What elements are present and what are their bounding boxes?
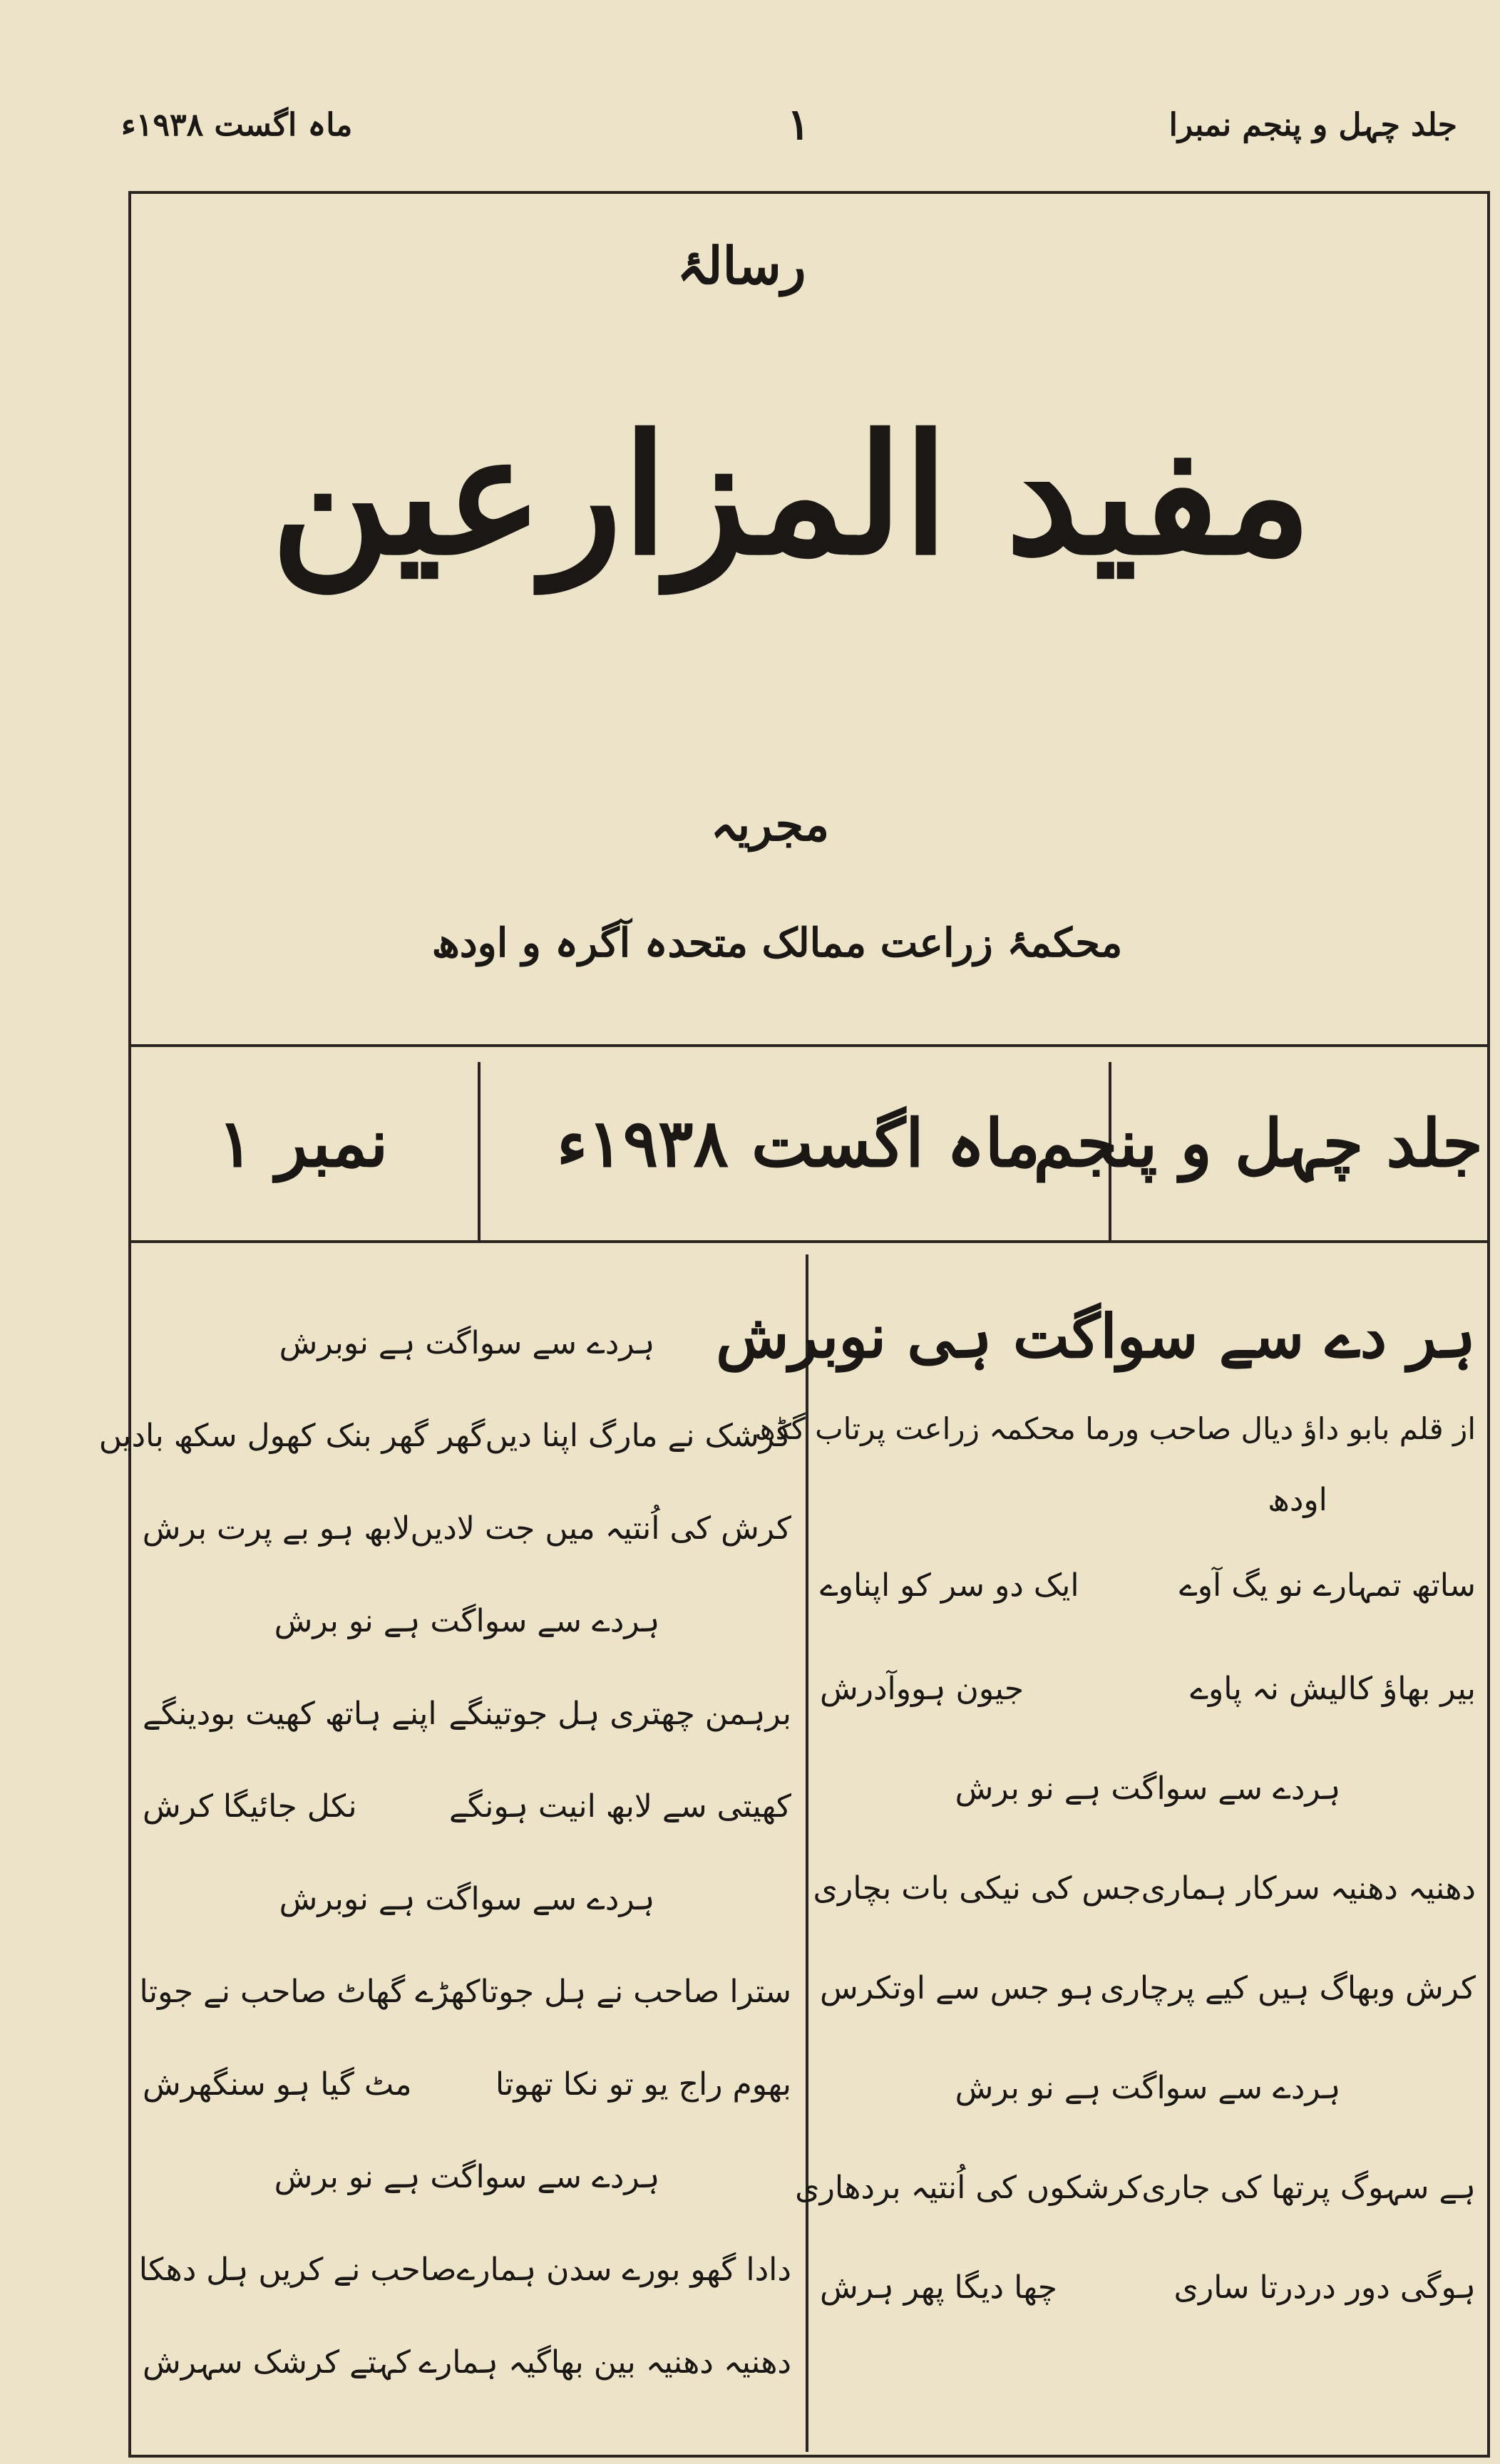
verse-line — [143, 1668, 791, 1761]
verse-hemistich: دادا گھو بورے سدن ہمارے — [456, 2252, 791, 2288]
verse-hemistich: ہے سہوگ پرتھا کی جاری — [1141, 2170, 1476, 2206]
issue-bar-bottom-rule — [128, 1240, 1490, 1243]
verse-line — [143, 1483, 791, 1575]
verse-hemistich: کرش کی اُنتیہ میں جت لادیں — [410, 1510, 791, 1547]
poem-heading: ہر دے سے سواگت ہی نوبرش — [716, 1301, 1476, 1371]
verse-refrain: ہردے سے سواگت ہے نو برش — [955, 1770, 1341, 1807]
verse-hemistich: جس کی نیکی بات بچاری — [813, 1870, 1141, 1907]
left-column — [98, 1297, 791, 2409]
verse-refrain: ہردے سے سواگت ہے نوبرش — [279, 1325, 655, 1361]
verse-refrain: ہردے سے سواگت ہے نو برش — [274, 1603, 660, 1639]
masthead-sub: مجریہ — [710, 798, 830, 852]
verse-hemistich: سترا صاحب نے ہل جوتا — [480, 1974, 791, 2010]
verse-hemistich: نکل جائیگا کرش — [143, 1788, 357, 1825]
right-column — [716, 1283, 1476, 2338]
verse-hemistich: مٹ گیا ہو سنگھرش — [143, 2066, 412, 2103]
masthead-publisher: محکمۂ زراعت ممالک متحدہ آگرہ و اودھ — [431, 919, 1123, 966]
running-header-volume: جلد چہل و پنجم نمبرا — [1168, 107, 1457, 143]
verse-hemistich: ہوگی دور دردرتا ساری — [1173, 2269, 1476, 2306]
poem-byline: از قلم بابو داؤ دیال صاحب ورما محکمہ زراعت پرتاب گڈھ — [754, 1411, 1476, 1446]
running-header-page-number: ۱ — [786, 100, 811, 150]
verse-hemistich: کھیتی سے لابھ انیت ہونگے — [449, 1788, 791, 1825]
verse-refrain: ہردے سے سواگت ہے نوبرش — [279, 1881, 655, 1917]
masthead-kicker: رسالۂ — [677, 235, 806, 296]
verse-line — [139, 1946, 791, 2038]
masthead-title: مفید المزارعین — [270, 399, 1312, 592]
verse-hemistich: چھا دیگا پھر ہرش — [820, 2269, 1057, 2306]
verse-hemistich: برہمن چھتری ہل جوتینگے — [448, 1696, 791, 1732]
verse-hemistich: کرشکوں کی اُنتیہ بردھاری — [795, 2170, 1142, 2206]
verse-refrain: ہردے سے سواگت ہے نو برش — [274, 2159, 660, 2195]
verse-line — [820, 1532, 1476, 1639]
verse-hemistich: گھر گھر بنک کھول سکھ بادیں — [98, 1418, 486, 1454]
verse-hemistich: صاحب نے کریں ہل دھکا — [138, 2252, 457, 2288]
verse-line — [820, 1639, 1476, 1739]
verse-line — [820, 1939, 1476, 2038]
verse-line — [143, 1761, 791, 1853]
verse-hemistich: ایک دو سر کو اپناوے — [820, 1567, 1079, 1604]
verse-hemistich: کرش وبھاگ ہیں کیے پرچاری — [1100, 1970, 1476, 2006]
issue-number: نمبر ۱ — [217, 1105, 389, 1182]
verse-hemistich: بیر بھاؤ کالیش نہ پاوے — [1190, 1671, 1476, 1707]
verse-line — [143, 2316, 791, 2409]
verse-line — [98, 1390, 791, 1483]
verse-line — [813, 1839, 1476, 1939]
verse-line — [795, 2138, 1476, 2238]
verse-hemistich: دھنیہ دھنیہ سرکار ہماری — [1141, 1870, 1476, 1907]
verse-refrain: ہردے سے سواگت ہے نو برش — [955, 2070, 1341, 2106]
poem-byline-end: اودھ — [1268, 1482, 1327, 1518]
verse-line — [820, 2238, 1476, 2338]
issue-bar-top-rule — [128, 1044, 1490, 1047]
verse-hemistich: لابھ ہو بے پرت برش — [142, 1510, 411, 1547]
verse-hemistich: دھنیہ دھنیہ بین بھاگیہ ہمارے — [418, 2344, 791, 2381]
verse-hemistich: ہو جس سے اوتکرس — [820, 1970, 1094, 2006]
verse-hemistich: اپنے ہاتھ کھیت بودینگے — [143, 1696, 437, 1732]
running-header-date: ماہ اگست ۱۹۳۸ء — [121, 107, 353, 143]
issue-volume: جلد چہل و پنجم — [1033, 1105, 1483, 1182]
verse-line — [143, 2038, 791, 2131]
verse-hemistich: جیون ہووآدرش — [820, 1671, 1024, 1707]
verse-hemistich: کہتے کرشک سہرش — [143, 2344, 411, 2381]
issue-date: ماہ اگست ۱۹۳۸ء — [557, 1105, 1040, 1182]
verse-line — [138, 2224, 791, 2316]
verse-hemistich: کھڑے گھاٹ صاحب نے جوتا — [139, 1974, 481, 2010]
issue-bar-divider-left — [478, 1062, 481, 1240]
verse-hemistich: ساتھ تمہارے نو یگ آوے — [1178, 1567, 1476, 1604]
verse-hemistich: کرشک نے مارگ اپنا دیں — [485, 1418, 791, 1454]
verse-hemistich: بھوم راج یو تو نکا تھوتا — [495, 2066, 791, 2103]
